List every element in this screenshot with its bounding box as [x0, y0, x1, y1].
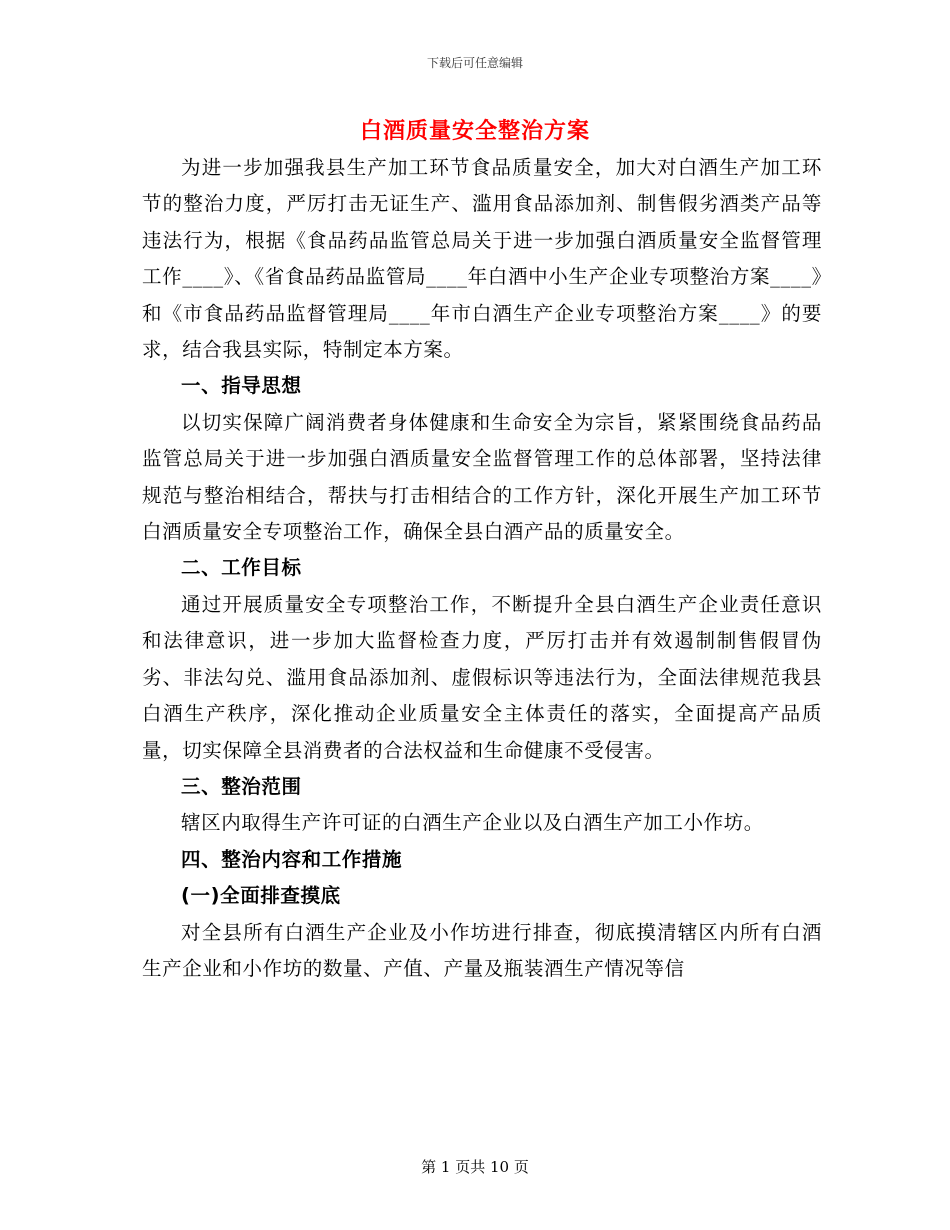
- section-text-work-goals: 通过开展质量安全专项整治工作，不断提升全县白酒生产企业责任意识和法律意识，进一步加大监督检查力度，严厉打击并有效遏制制售假冒伪劣、非法勾兑、滥用食品添加剂、虚假标识等违法行为，全面法律规范我县白酒生产秩序，深化推动企业质量安全主体责任的落实，全面提高产品质量，切实保障全县消费者的合法权益和生命健康不受侵害。: [142, 592, 822, 762]
- section-heading-work-goals: 二、工作目标: [181, 556, 302, 580]
- subsection-text-survey: 对全县所有白酒生产企业及小作坊进行排查，彻底摸清辖区内所有白酒生产企业和小作坊的数量、产值、产量及瓶装酒生产情况等信: [142, 920, 822, 980]
- header-note: 下载后可任意编辑: [426, 56, 523, 70]
- section-heading-content-measures: 四、整治内容和工作措施: [181, 847, 403, 871]
- document-title: 白酒质量安全整治方案: [359, 118, 590, 144]
- section-text-guiding-ideology: 以切实保障广阔消费者身体健康和生命安全为宗旨，紧紧围绕食品药品监管总局关于进一步加强白酒质量安全监督管理工作的总体部署，坚持法律规范与整治相结合，帮扶与打击相结合的工作方针，深化开展生产加工环节白酒质量安全专项整治工作，确保全县白酒产品的质量安全。: [142, 410, 822, 544]
- section-text-scope: 辖区内取得生产许可证的白酒生产企业以及白酒生产加工小作坊。: [181, 811, 764, 835]
- section-heading-scope: 三、整治范围: [181, 774, 302, 798]
- page-footer: 第 1 页共 10 页: [421, 1158, 529, 1176]
- section-heading-guiding-ideology: 一、指导思想: [181, 374, 302, 398]
- document-body: [142, 150, 822, 987]
- subsection-heading-survey: (一)全面排查摸底: [181, 884, 341, 908]
- intro-paragraph: 为进一步加强我县生产加工环节食品质量安全，加大对白酒生产加工环节的整治力度，严厉打击无证生产、滥用食品添加剂、制售假劣酒类产品等违法行为，根据《食品药品监管总局关于进一步加强白酒质量安全监督管理工作____》、《省食品药品监管局____年白酒中小生产企业专项整治方案____》和《市食品药品监督管理局____年市白酒生产企业专项整治方案____》的要求，结合我县实际，特制定本方案。: [142, 156, 822, 362]
